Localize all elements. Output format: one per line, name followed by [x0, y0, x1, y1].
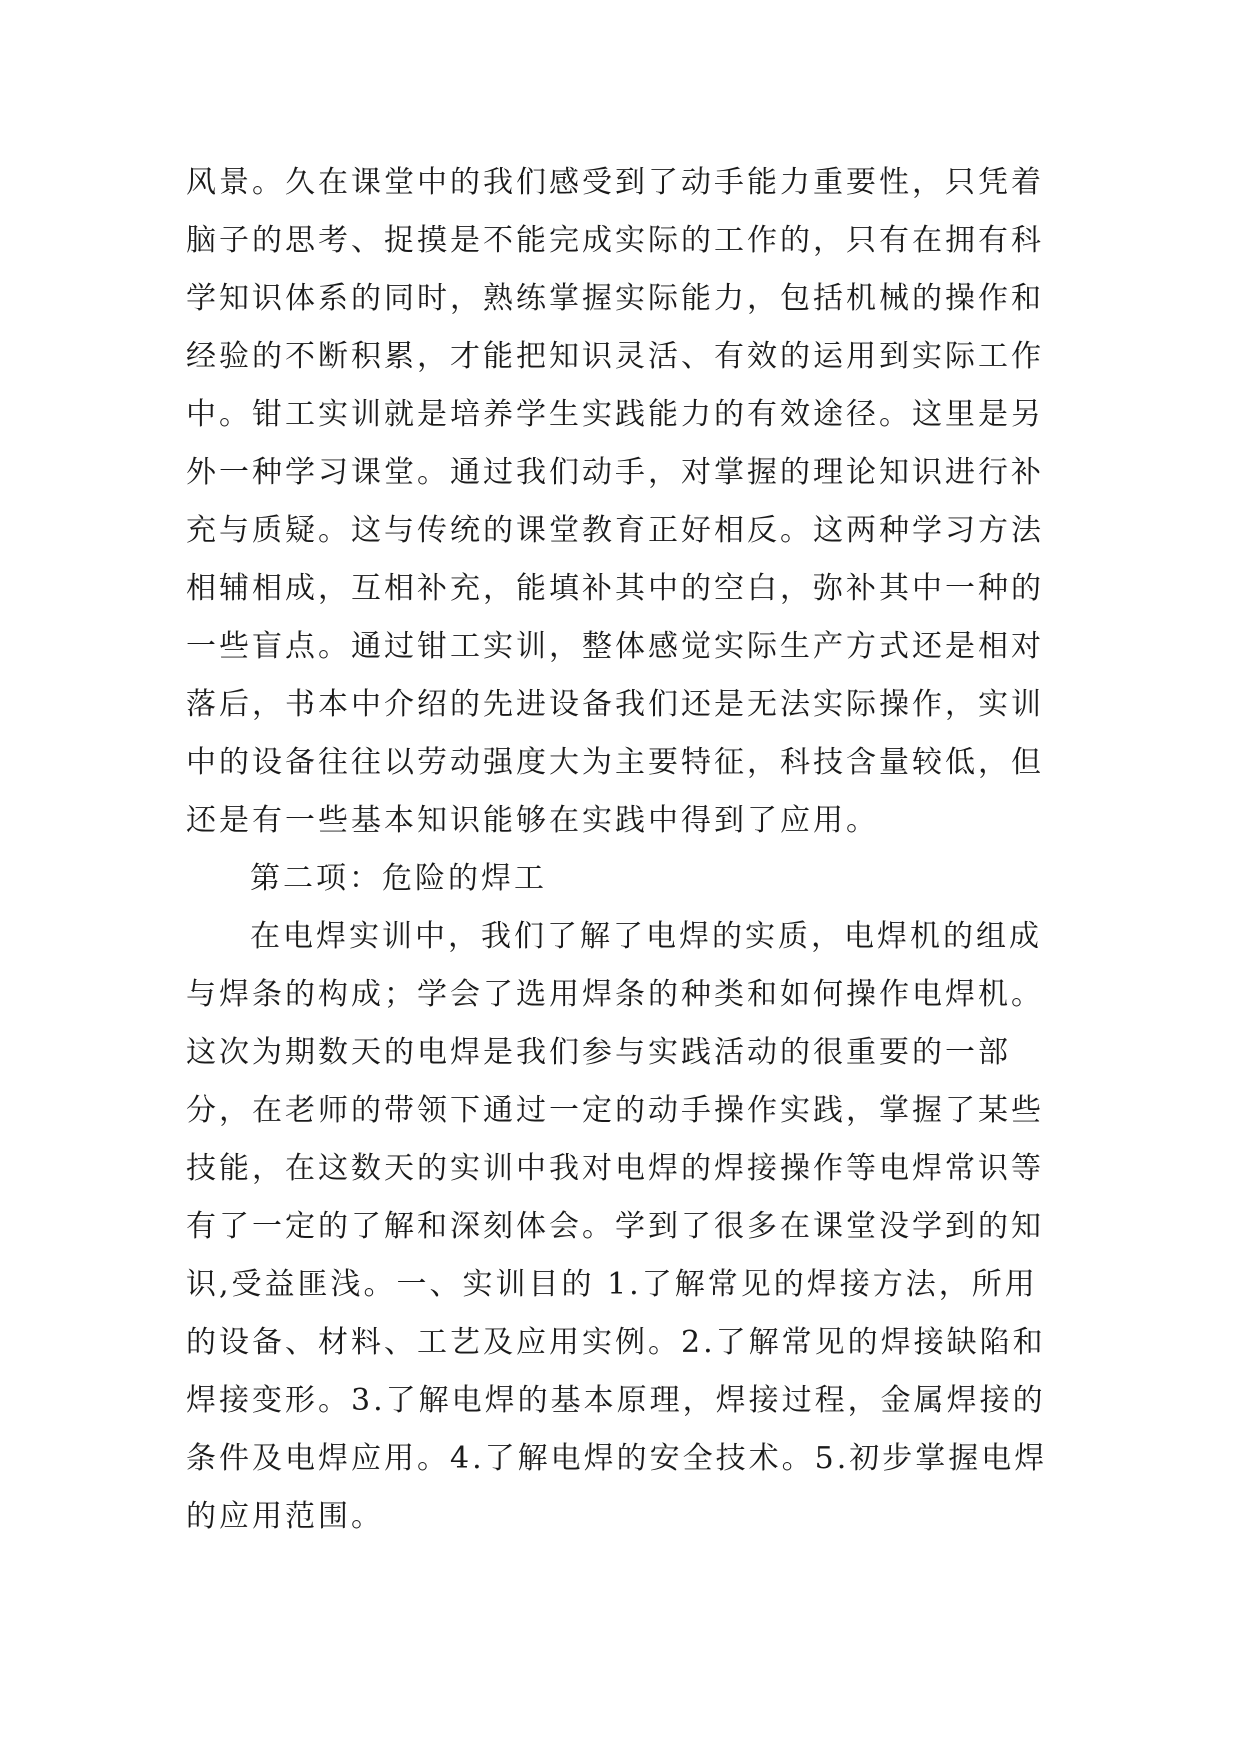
section-heading: 第二项：危险的焊工 — [250, 861, 547, 896]
paragraph-welding: 在电焊实训中，我们了解了电焊的实质，电焊机的组成与焊条的构成；学会了选用焊条的种类和如何操作电焊机。这次为期数天的电焊是我们参与实践活动的很重要的一部分，在老师的带领下通过一定的动手操作实践，掌握了某些技能，在这数天的实训中我对电焊的焊接操作等电焊常识等有了一定的了解和深刻体会。学到了很多在课堂没学到的知识,受益匪浅。一、实训目的 1.了解常见的焊接方法，所用的设备、材料、工艺及应用实例。2.了解常见的焊接缺陷和焊接变形。3.了解电焊的基本原理，焊接过程，金属焊接的条件及电焊应用。4.了解电焊的安全技术。5.初步掌握电焊的应用范围。 — [186, 919, 1048, 1534]
paragraph-continuation: 风景。久在课堂中的我们感受到了动手能力重要性，只凭着脑子的思考、捉摸是不能完成实际的工作的，只有在拥有科学知识体系的同时，熟练掌握实际能力，包括机械的操作和经验的不断积累，才能把知识灵活、有效的运用到实际工作中。钳工实训就是培养学生实践能力的有效途径。这里是另外一种学习课堂。通过我们动手，对掌握的理论知识进行补充与质疑。这与传统的课堂教育正好相反。这两种学习方法相辅相成，互相补充，能填补其中的空白，弥补其中一种的一些盲点。通过钳工实训，整体感觉实际生产方式还是相对落后，书本中介绍的先进设备我们还是无法实际操作，实训中的设备往往以劳动强度大为主要特征，科技含量较低，但还是有一些基本知识能够在实践中得到了应用。 — [186, 165, 1044, 838]
document-body — [186, 154, 1066, 1546]
